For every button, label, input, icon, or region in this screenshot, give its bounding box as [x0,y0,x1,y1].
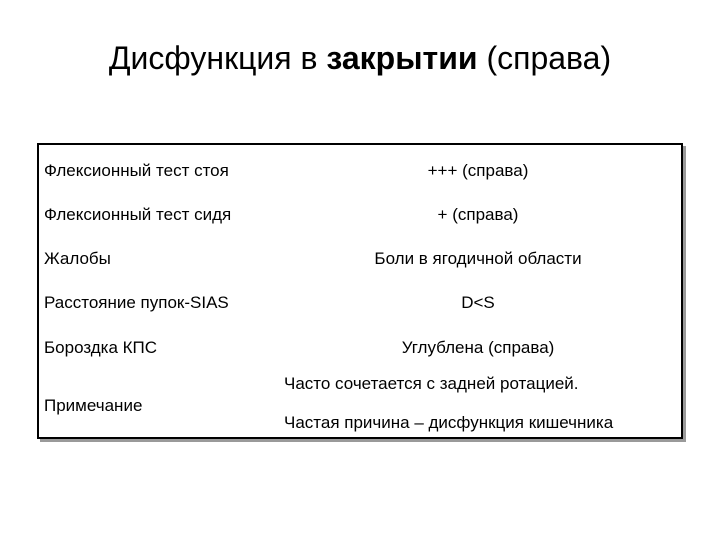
slide-title [0,36,720,80]
title-suffix: (справа) [477,40,612,76]
note-line: Частая причина – дисфункция кишечника [284,413,614,432]
info-table [37,143,683,439]
row-label: Расстояние пупок-SIAS [44,293,229,312]
row-value: +++ (справа) [427,161,529,180]
row-label: Флексионный тест стоя [44,161,229,180]
row-label: Жалобы [44,249,111,268]
title-prefix: Дисфункция в [108,40,327,76]
row-value: + (справа) [437,205,519,224]
row-value: Углублена (справа) [401,338,555,357]
table-shadow-bottom [40,439,686,442]
row-value: Боли в ягодичной области [374,249,582,268]
note-line: Часто сочетается с задней ротацией. [284,374,579,393]
title-bold: закрытии [326,40,478,76]
table-shadow-right [683,146,686,442]
row-label: Флексионный тест сидя [44,205,232,224]
row-label: Примечание [44,396,143,415]
row-value: D<S [461,293,495,312]
row-label: Бороздка КПС [44,338,158,357]
